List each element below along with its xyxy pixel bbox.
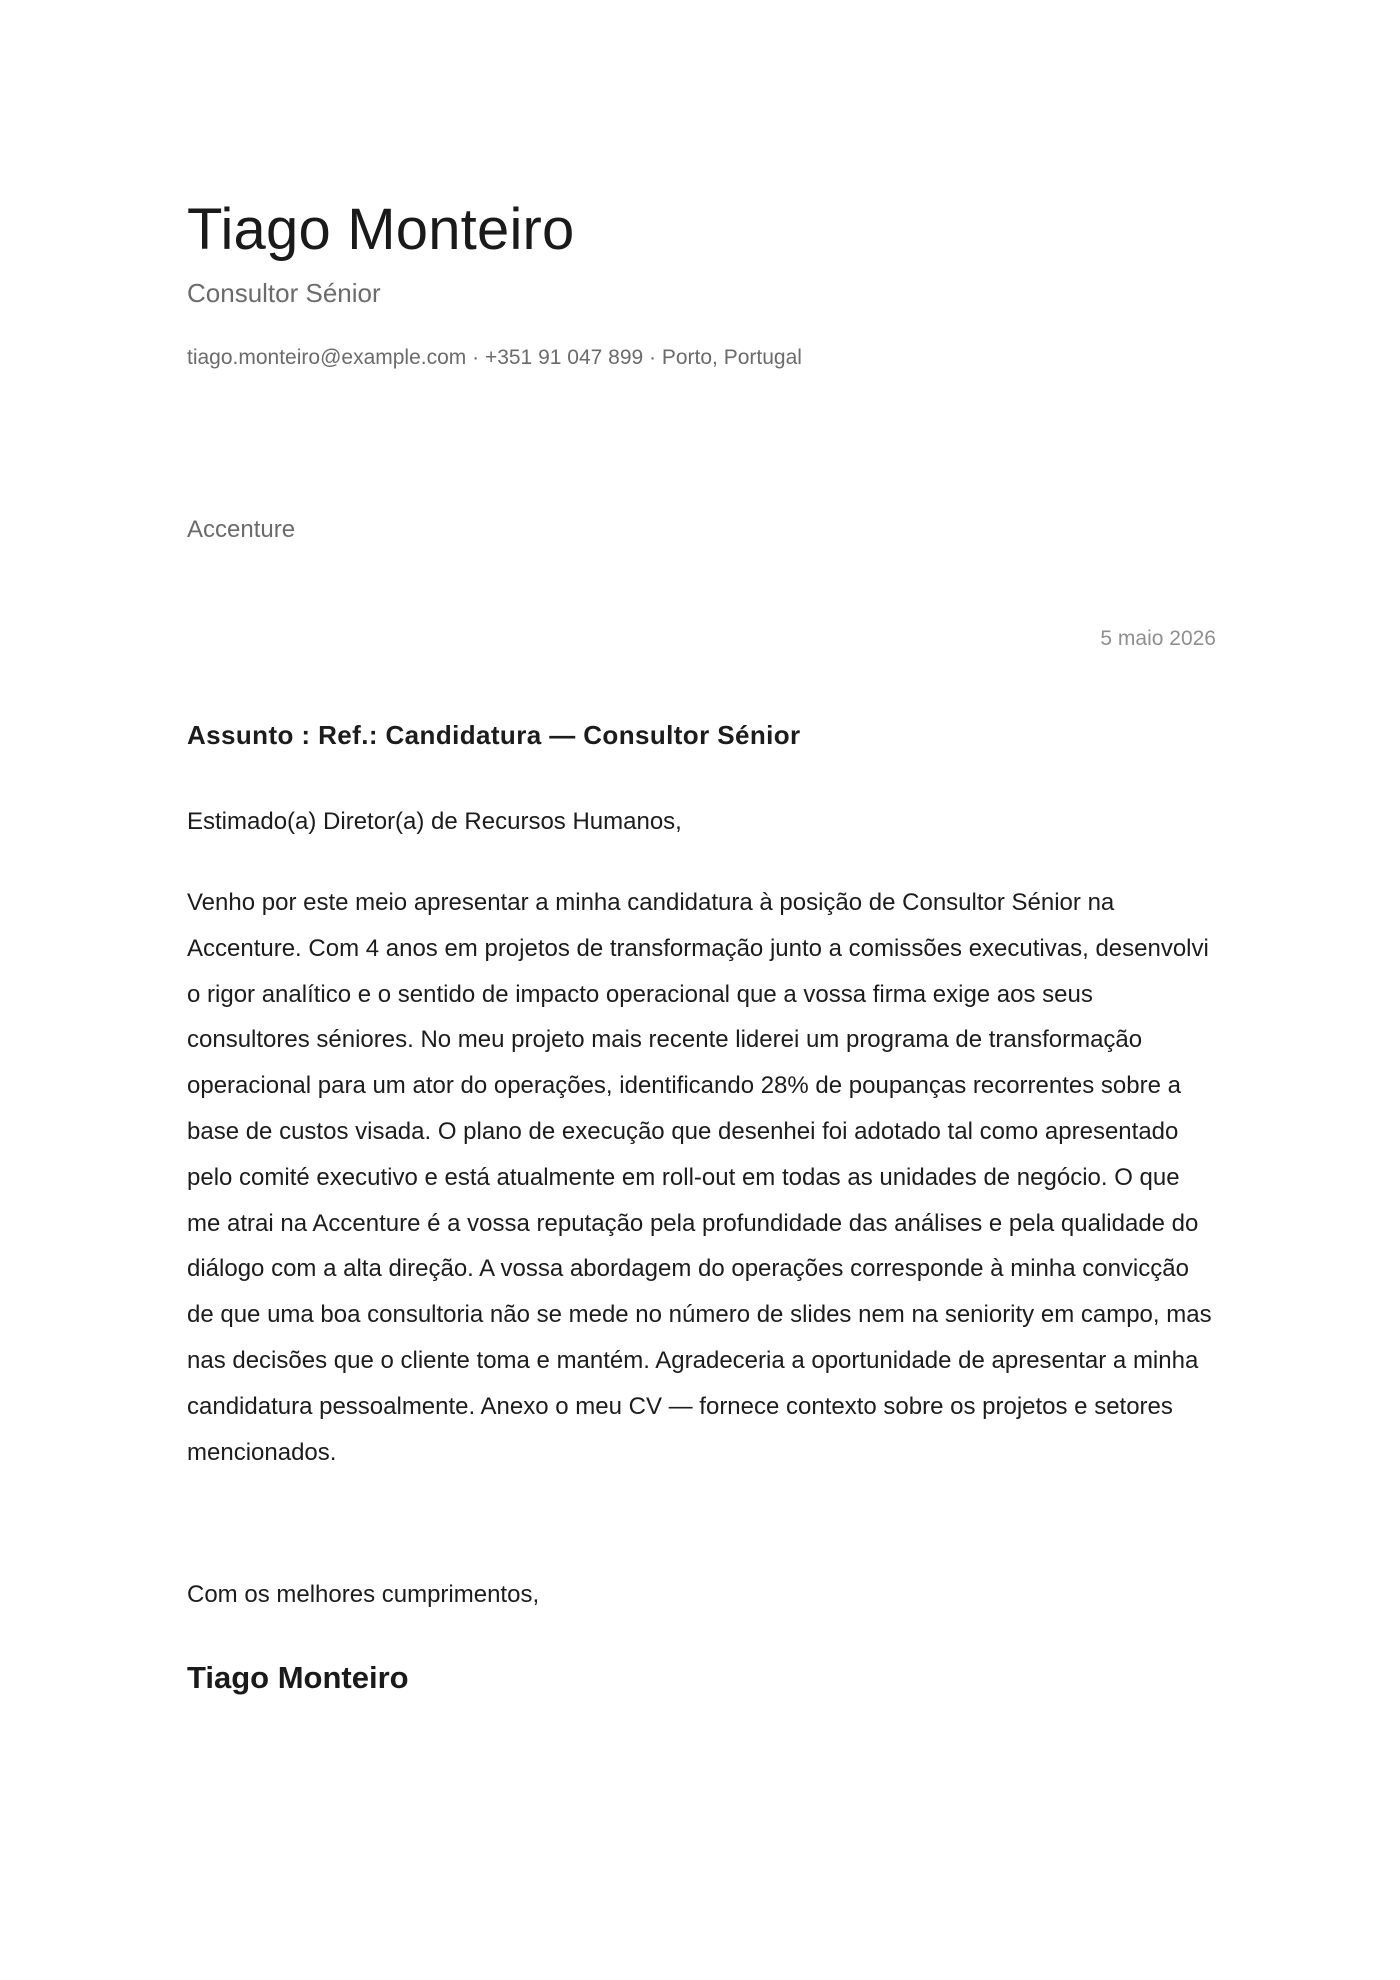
sender-name: Tiago Monteiro	[187, 197, 575, 262]
letter-signature: Tiago Monteiro	[187, 1660, 409, 1695]
letter-closing: Com os melhores cumprimentos,	[187, 1581, 540, 1608]
sender-contact-line: tiago.monteiro@example.com · +351 91 047 899 · Porto, Portugal	[187, 346, 802, 369]
sender-role: Consultor Sénior	[187, 278, 381, 308]
letter-greeting: Estimado(a) Diretor(a) de Recursos Humanos,	[187, 808, 682, 835]
letter-subject: Assunto : Ref.: Candidatura — Consultor Sénior	[187, 720, 801, 750]
letter-body: Venho por este meio apresentar a minha candidatura à posição de Consultor Sénior na Accenture. Com 4 anos em projetos de transformação junto a comissões executivas, desenvolvi o rigor analítico e o sentido de impacto operacional que a vossa firma exige aos seus consultores séniores. No meu projeto mais recente liderei um programa de transformação operacional para um ator do operações, identificando 28% de poupanças recorrentes sobre a base de custos visada. O plano de execução que desenhei foi adotado tal como apresentado pelo comité executivo e está atualmente em roll-out em todas as unidades de negócio. O que me atrai na Accenture é a vossa reputação pela profundidade das análises e pela qualidade do diálogo com a alta direção. A vossa abordagem do operações corresponde à minha convicção de que uma boa consultoria não se mede no número de slides nem na seniority em campo, mas nas decisões que o cliente toma e mantém. Agradeceria a oportunidade de apresentar a minha candidatura pessoalmente. Anexo o meu CV — fornece contexto sobre os projetos e setores mencionados.	[187, 889, 1212, 1466]
recipient-company: Accenture	[187, 516, 296, 543]
letter-date: 5 maio 2026	[1100, 627, 1216, 650]
